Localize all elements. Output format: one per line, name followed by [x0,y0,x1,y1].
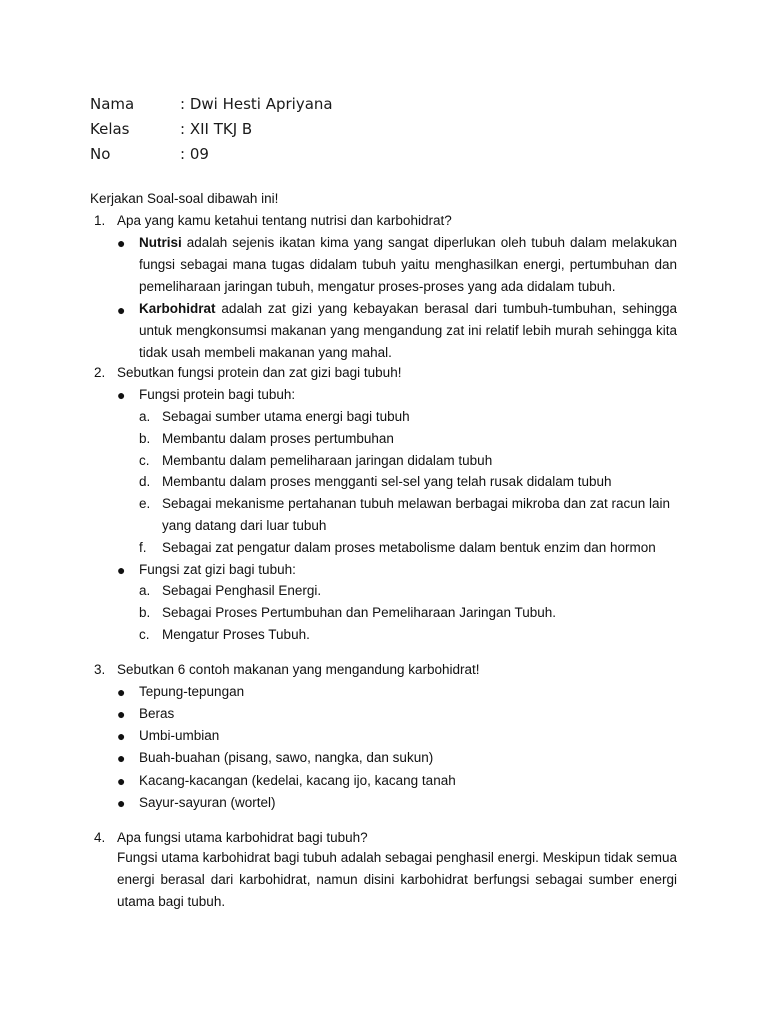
q4-question: Apa fungsi utama karbohidrat bagi tubuh? [117,830,368,845]
nama-value: : Dwi Hesti Apriyana [180,95,333,113]
protein-item: Membantu dalam pemeliharaan jaringan didalam tubuh [162,453,493,468]
bullet-icon: ● [117,728,126,744]
q2-number: 2. [94,365,106,380]
food-item: Tepung-tepungan [139,684,245,699]
bullet-icon: ● [117,750,126,766]
protein-item-marker: b. [139,431,151,446]
food-item: Sayur-sayuran (wortel) [139,795,276,810]
karbohidrat-definition: adalah zat gizi yang kebayakan berasal dari tumbuh-tumbuhan, sehingga untuk mengkonsumsi makanan yang mengandung zat ini relatif lebih murah sehingga kita tidak usah membeli makanan yang mahal. [139,301,677,360]
food-item: Kacang-kacangan (kedelai, kacang ijo, kacang tanah [139,773,456,788]
q1-answer-karbohidrat [139,298,677,364]
no-label: No [90,145,111,163]
bullet-icon: ● [117,795,126,811]
protein-item-marker: a. [139,409,151,424]
protein-item: Membantu dalam proses mengganti sel-sel yang telah rusak didalam tubuh [162,474,612,489]
gizi-heading: Fungsi zat gizi bagi tubuh: [139,562,296,577]
gizi-item-marker: a. [139,583,151,598]
kelas-value: : XII TKJ B [180,120,253,138]
q4-answer: Fungsi utama karbohidrat bagi tubuh adalah sebagai penghasil energi. Meskipun tidak semua energi berasal dari karbohidrat, namun disini karbohidrat berfungsi sebagai sumber energi utama bagi tubuh. [117,850,677,909]
food-item: Beras [139,706,175,721]
bullet-icon: ● [117,302,126,318]
protein-heading: Fungsi protein bagi tubuh: [139,387,296,402]
protein-item: Membantu dalam proses pertumbuhan [162,431,394,446]
protein-item-continuation: yang datang dari luar tubuh [162,518,327,533]
protein-item: Sebagai mekanisme pertahanan tubuh melawan berbagai mikroba dan zat racun lain [162,496,671,511]
instruction-text: Kerjakan Soal-soal dibawah ini! [90,191,279,206]
gizi-item-marker: c. [139,627,150,642]
gizi-item: Sebagai Penghasil Energi. [162,583,322,598]
q1-answer-nutrisi [139,232,677,298]
q3-number: 3. [94,662,106,677]
q2-question: Sebutkan fungsi protein dan zat gizi bagi tubuh! [117,365,402,380]
gizi-item: Mengatur Proses Tubuh. [162,627,310,642]
protein-item: Sebagai sumber utama energi bagi tubuh [162,409,410,424]
protein-item-marker: d. [139,474,151,489]
bullet-icon: ● [117,706,126,722]
gizi-item-marker: b. [139,605,151,620]
q1-question: Apa yang kamu ketahui tentang nutrisi dan karbohidrat? [117,213,452,228]
protein-item-marker: f. [139,540,147,555]
term-nutrisi: Nutrisi [139,235,182,250]
q4-number: 4. [94,830,106,845]
kelas-label: Kelas [90,120,130,138]
nutrisi-definition: adalah sejenis ikatan kima yang sangat diperlukan oleh tubuh dalam melakukan fungsi sebagai mana tugas didalam tubuh yaitu menghasilkan energi, pertumbuhan dan pemeliharaan jaringan tubuh, mengatur proses-proses yang ada didalam tubuh. [139,235,677,294]
bullet-icon: ● [117,684,126,700]
bullet-icon: ● [117,235,126,251]
bullet-icon: ● [117,562,126,578]
food-item: Umbi-umbian [139,728,220,743]
term-karbohidrat: Karbohidrat [139,301,216,316]
no-value: : 09 [180,145,209,163]
q3-question: Sebutkan 6 contoh makanan yang mengandung karbohidrat! [117,662,480,677]
protein-item: Sebagai zat pengatur dalam proses metabolisme dalam bentuk enzim dan hormon [162,540,656,555]
bullet-icon: ● [117,387,126,403]
bullet-icon: ● [117,773,126,789]
protein-item-marker: c. [139,453,150,468]
nama-label: Nama [90,95,135,113]
gizi-item: Sebagai Proses Pertumbuhan dan Pemeliharaan Jaringan Tubuh. [162,605,557,620]
food-item: Buah-buahan (pisang, sawo, nangka, dan sukun) [139,750,434,765]
protein-item-marker: e. [139,496,151,511]
q1-number: 1. [94,213,106,228]
